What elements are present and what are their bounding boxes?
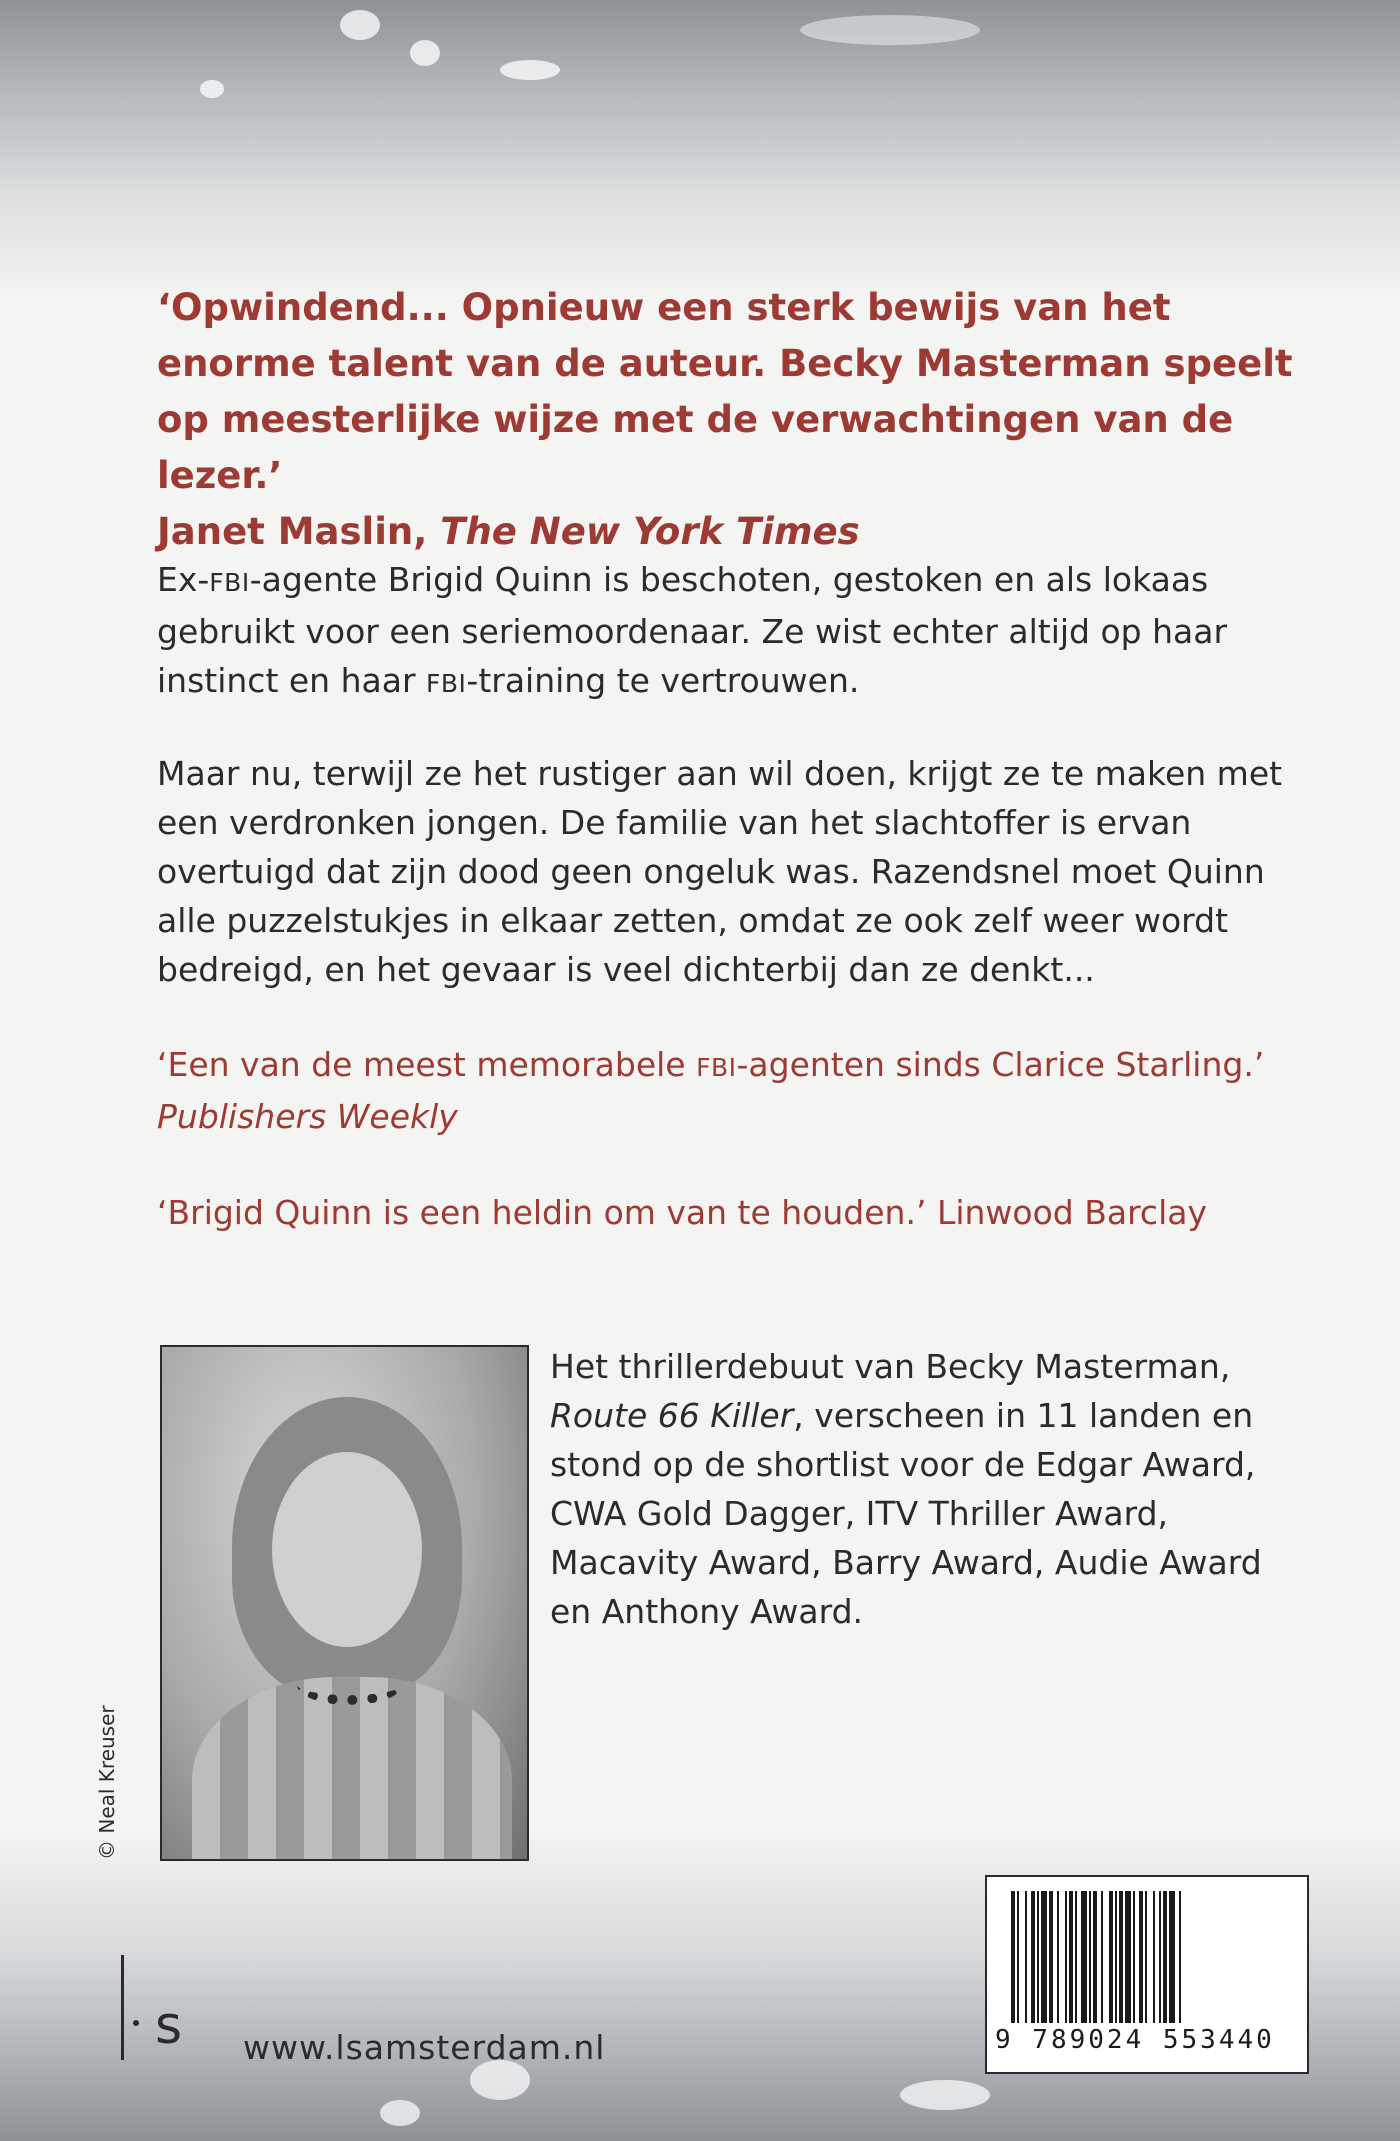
barcode-bar [1069, 1891, 1073, 2023]
water-splash [410, 40, 440, 66]
barcode-bar [1031, 1891, 1035, 2023]
barcode-bar [1133, 1891, 1135, 2023]
author-bio [550, 1342, 1310, 1636]
barcode-bar [1119, 1891, 1123, 2023]
photo-necklace [297, 1665, 402, 1705]
water-splash [900, 2080, 990, 2110]
water-splash [500, 60, 560, 80]
featured-quote-text: ‘Opwindend... Opnieuw een sterk bewijs van het enorme talent van de auteur. Becky Masterman speelt op meesterlijke wijze met de verwachtingen van de lezer.’ [157, 286, 1293, 497]
text-fragment: FBI [426, 669, 467, 698]
text-fragment: , verscheen in 11 landen en stond op de shortlist voor de Edgar Award, CWA Gold Dagger, ITV Thriller Award, Macavity Award, Barry Award, Audie Award en Anthony Award. [550, 1396, 1262, 1631]
photo-face [272, 1452, 422, 1647]
barcode-number: 9 789024 553440 [995, 2025, 1275, 2055]
featured-quote-source-publication: The New York Times [440, 510, 860, 553]
publisher-website[interactable]: www.lsamsterdam.nl [243, 2028, 606, 2067]
barcode-bar [1145, 1891, 1147, 2023]
barcode [985, 1875, 1309, 2074]
top-background [0, 0, 1400, 300]
barcode-bar [1065, 1891, 1067, 2023]
barcode-bar [1057, 1891, 1059, 2023]
barcode-bar [1093, 1891, 1097, 2023]
barcode-bar [1139, 1891, 1143, 2023]
text-fragment: -agenten sinds Clarice Starling.’ [736, 1045, 1265, 1084]
barcode-bar [1011, 1891, 1015, 2023]
blurb-paragraph-2: Maar nu, terwijl ze het rustiger aan wil doen, krijgt ze te maken met een verdronken jongen. De familie van het slachtoffer is ervan overtuigd dat zijn dood geen ongeluk was. Razendsnel moet Quinn alle puzzelstukjes in elkaar zetten, omdat ze ook zelf weer wordt bedreigd, en het gevaar is veel dichterbij dan ze denkt... [157, 754, 1283, 989]
barcode-bar [1101, 1891, 1103, 2023]
logo-bar [121, 1955, 124, 2060]
barcode-bar [1037, 1891, 1039, 2023]
barcode-bar [1115, 1891, 1117, 2023]
text-fragment: ‘Een van de meest memorabele [157, 1045, 697, 1084]
barcode-bar [1075, 1891, 1077, 2023]
text-fragment: ‘Brigid Quinn is een heldin om van te houden.’ [157, 1193, 927, 1232]
barcode-bar [1017, 1891, 1019, 2023]
publisher-logo [113, 1955, 213, 2060]
text-fragment: -agente Brigid Quinn is beschoten, gestoken en als lokaas gebruikt voor een seriemoordenaar. Ze wist echter altijd op haar instinct en haar [157, 560, 1228, 700]
water-splash [380, 2100, 420, 2126]
barcode-bar [1109, 1891, 1113, 2023]
text-fragment: Het thrillerdebuut van Becky Masterman, [550, 1347, 1231, 1386]
barcode-bar [1025, 1891, 1027, 2023]
review-quote-source: Linwood Barclay [926, 1193, 1207, 1232]
barcode-bars [995, 1891, 1299, 2023]
barcode-bar [1089, 1891, 1091, 2023]
featured-quote-source-name: Janet Maslin, [157, 510, 441, 553]
barcode-bar [1179, 1891, 1181, 2023]
barcode-bar [1049, 1891, 1053, 2023]
logo-dot [133, 2020, 139, 2026]
barcode-bar [1169, 1891, 1175, 2023]
text-fragment: FBI [696, 1053, 737, 1082]
featured-quote [157, 280, 1307, 560]
review-quote-source: Publishers Weekly [157, 1097, 458, 1136]
barcode-bar [1163, 1891, 1167, 2023]
barcode-bar [1081, 1891, 1087, 2023]
text-fragment: Ex- [157, 560, 210, 599]
text-fragment: -training te vertrouwen. [466, 661, 860, 700]
barcode-bar [1153, 1891, 1155, 2023]
blurb-paragraph-1 [157, 555, 1297, 708]
water-splash [200, 80, 224, 98]
photo-credit: © Neal Kreuser [95, 1705, 119, 1860]
review-quote-publishers-weekly [157, 1040, 1317, 1141]
water-splash [340, 10, 380, 40]
barcode-bar [1125, 1891, 1131, 2023]
author-photo [160, 1345, 529, 1861]
review-quote-linwood-barclay [157, 1188, 1317, 1237]
book-title: Route 66 Killer [550, 1396, 794, 1435]
logo-letter: s [155, 1996, 183, 2056]
barcode-bar [1041, 1891, 1047, 2023]
barcode-bar [1159, 1891, 1161, 2023]
text-fragment: FBI [209, 568, 250, 597]
water-splash [800, 15, 980, 45]
